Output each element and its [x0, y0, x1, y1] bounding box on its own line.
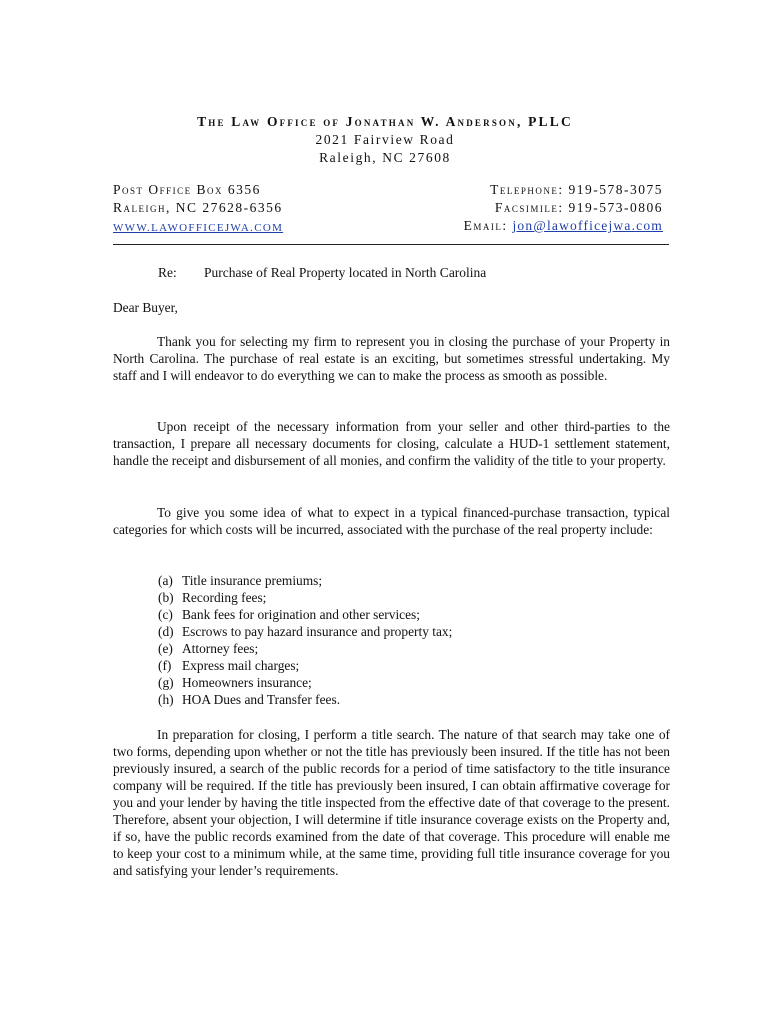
- list-item: (f) Express mail charges;: [158, 658, 300, 673]
- paragraph-text: Thank you for selecting my firm to represent you in closing the purchase of your Property in North Carolina. The purchase of real estate is an exciting, but sometimes stressful undertaking. My staff and I will endeavor to do everything we can to make the process as smooth as possible.: [113, 334, 670, 383]
- paragraph-2: [113, 418, 670, 469]
- po-city: Raleigh, NC 27628-6356: [113, 200, 283, 215]
- po-box: Post Office Box 6356: [113, 182, 261, 197]
- re-label: Re:: [158, 265, 177, 280]
- list-item: (a) Title insurance premiums;: [158, 573, 323, 588]
- website-link-wrap: [113, 219, 283, 235]
- re-subject: Purchase of Real Property located in North Carolina: [204, 265, 487, 280]
- list-item: (g) Homeowners insurance;: [158, 675, 312, 690]
- firm-street: 2021 Fairview Road: [315, 132, 455, 147]
- paragraph-text: Upon receipt of the necessary information from your seller and other third-parties to the transaction, I prepare all necessary documents for closing, calculate a HUD-1 settlement statement, handle the receipt and disbursement of all monies, and confirm the validity of the title to your property.: [113, 419, 670, 468]
- paragraph-4: [113, 726, 670, 879]
- header-divider: [113, 244, 669, 245]
- paragraph-1: [113, 333, 670, 384]
- list-item: (e) Attorney fees;: [158, 641, 259, 656]
- salutation: Dear Buyer,: [113, 300, 178, 315]
- list-item: (h) HOA Dues and Transfer fees.: [158, 692, 341, 707]
- cost-list: [158, 572, 452, 708]
- email-line: [464, 218, 663, 234]
- firm-name: The Law Office of Jonathan W. Anderson, PLLC: [197, 114, 573, 129]
- telephone: Telephone: 919-578-3075: [490, 182, 663, 197]
- facsimile: Facsimile: 919-573-0806: [494, 200, 663, 215]
- paragraph-text: To give you some idea of what to expect in a typical financed-purchase transaction, typical categories for which costs will be incurred, associated with the purchase of the real property include:: [113, 505, 670, 537]
- website-link[interactable]: WWW.LAWOFFICEJWA.COM: [113, 222, 284, 234]
- email-link[interactable]: jon@lawofficejwa.com: [512, 218, 663, 233]
- list-item: (c) Bank fees for origination and other services;: [158, 607, 420, 622]
- firm-city: Raleigh, NC 27608: [319, 150, 451, 165]
- list-item: (b) Recording fees;: [158, 590, 267, 605]
- paragraph-text: In preparation for closing, I perform a title search. The nature of that search may take one of two forms, depending upon whether or not the title has previously been insured. If the title has not been previously insured, a search of the public records for a period of time satisfactory to the title insurance company will be required. If the title has previously been insured, I can obtain affirmative coverage for you and your lender by having the title inspected from the effective date of that coverage to the present. Therefore, absent your objection, I will determine if title insurance coverage exists on the Property and, if so, have the public records examined from the date of that coverage. This procedure will enable me to keep your cost to a minimum while, at the same time, providing full title insurance coverage for you and satisfying your lender’s requirements.: [113, 727, 670, 878]
- paragraph-3: [113, 504, 670, 538]
- email-label: Email:: [463, 218, 508, 233]
- list-item: (d) Escrows to pay hazard insurance and property tax;: [158, 624, 453, 639]
